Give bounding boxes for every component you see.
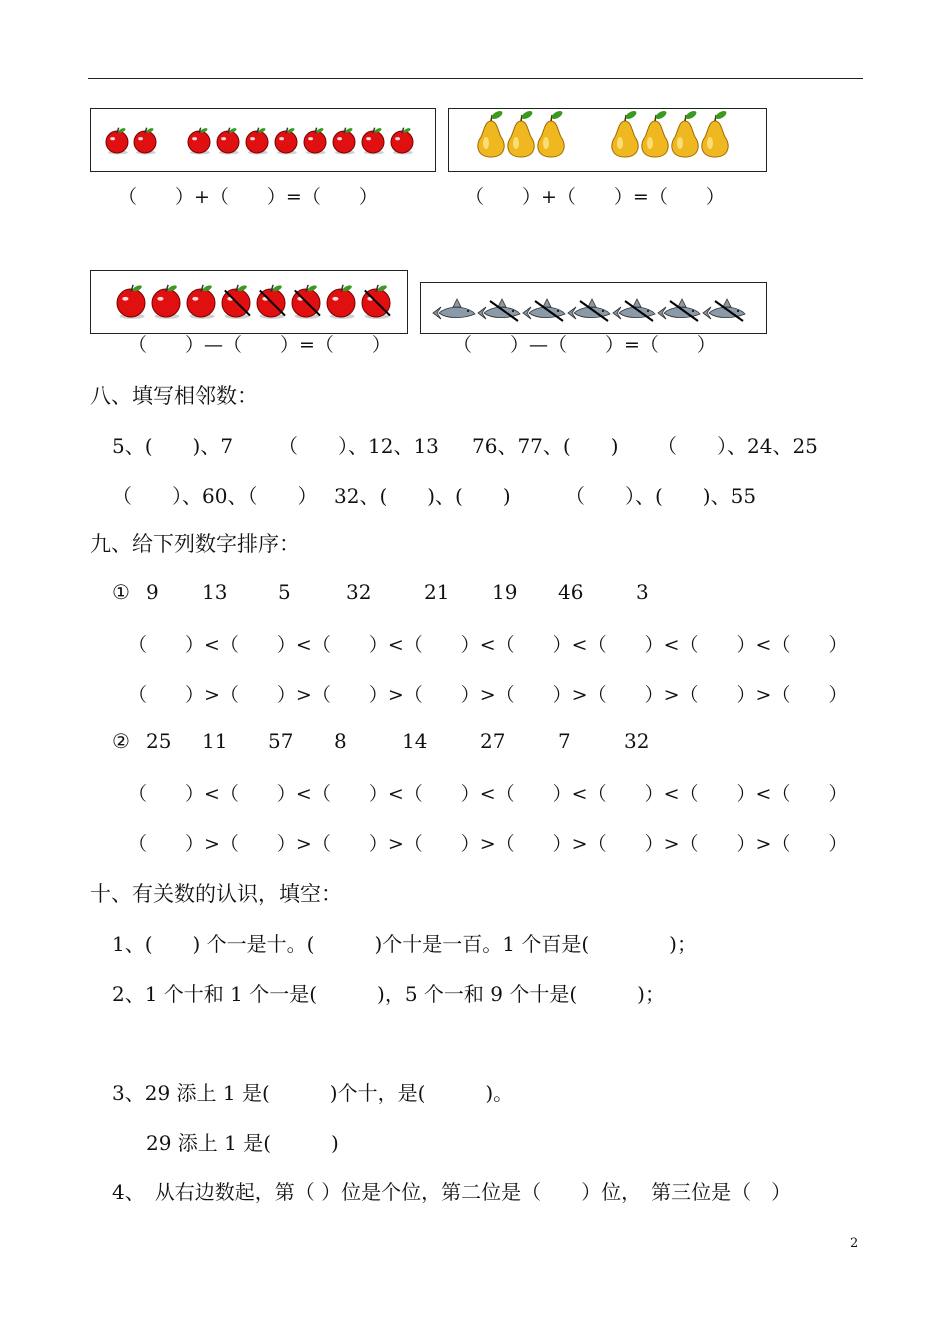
pear-icon bbox=[642, 109, 668, 157]
neighbor-item: 5、( )、7 bbox=[112, 434, 234, 458]
apple-icon bbox=[106, 127, 128, 154]
sort-number: 19 bbox=[492, 580, 518, 604]
ascending-row: （ ）<（ ）<（ ）<（ ）<（ ）<（ ）<（ ）<（ ） bbox=[128, 783, 848, 805]
neighbor-item: （ ）、( )、55 bbox=[565, 484, 757, 508]
question-marker: ② bbox=[112, 729, 130, 753]
crossed-shark-icon bbox=[478, 299, 520, 321]
fill-question-3: 3、29 添上 1 是( )个十，是( )。 bbox=[112, 1081, 514, 1105]
neighbor-item: （ ）、24、25 bbox=[657, 434, 818, 458]
crossed-shark-icon bbox=[568, 299, 610, 321]
sharks-subtraction-equation: （ ）—（ ）=（ ） bbox=[453, 334, 716, 356]
descending-row: （ ）>（ ）>（ ）>（ ）>（ ）>（ ）>（ ）>（ ） bbox=[128, 833, 848, 855]
crossed-shark-icon bbox=[523, 299, 565, 321]
crossed-apple-icon bbox=[222, 284, 250, 319]
shark-icon bbox=[433, 299, 475, 319]
apple-icon bbox=[362, 127, 384, 154]
apple-group bbox=[91, 109, 435, 171]
neighbor-item: （ ）、12、13 bbox=[278, 434, 439, 458]
sort-number: 3 bbox=[636, 580, 649, 604]
pear-group bbox=[449, 109, 766, 171]
crossed-apple-icon bbox=[292, 284, 320, 319]
crossed-apple-icon bbox=[362, 284, 390, 319]
sort-number: 46 bbox=[558, 580, 584, 604]
fill-question-4: 4、 从右边数起，第（ ）位是个位，第二位是（ ）位， 第三位是（ ） bbox=[112, 1180, 792, 1204]
pear-icon bbox=[538, 109, 564, 157]
sort-number: 9 bbox=[146, 580, 159, 604]
pears-addition-equation: （ ）+（ ）=（ ） bbox=[465, 186, 725, 208]
section-10-title: 十、有关数的认识，填空： bbox=[90, 882, 342, 906]
apple-icon bbox=[333, 127, 355, 154]
neighbor-item: （ ）、60、（ ） bbox=[112, 484, 318, 508]
crossed-shark-icon bbox=[703, 299, 745, 321]
sort-number: 27 bbox=[480, 729, 506, 753]
pear-icon bbox=[702, 109, 728, 157]
pear-icon bbox=[672, 109, 698, 157]
sort-number: 32 bbox=[624, 729, 650, 753]
apples-addition-box bbox=[90, 108, 436, 172]
shark-group bbox=[421, 283, 766, 333]
apple-icon bbox=[187, 284, 215, 319]
sort-number: 13 bbox=[202, 580, 228, 604]
sort-number: 14 bbox=[402, 729, 428, 753]
sharks-subtraction-box bbox=[420, 282, 767, 334]
apple-group-crossed bbox=[91, 271, 407, 333]
sort-number: 25 bbox=[146, 729, 172, 753]
sort-number: 57 bbox=[268, 729, 294, 753]
apple-icon bbox=[246, 127, 268, 154]
apples-addition-equation: （ ）+（ ）=（ ） bbox=[118, 186, 378, 208]
apple-icon bbox=[117, 284, 145, 319]
sort-number: 11 bbox=[202, 729, 228, 753]
pear-icon bbox=[478, 109, 504, 157]
header-rule bbox=[88, 78, 863, 79]
section-8-title: 八、填写相邻数： bbox=[90, 384, 258, 408]
sort-number: 5 bbox=[278, 580, 291, 604]
apple-icon bbox=[188, 127, 210, 154]
apple-icon bbox=[134, 127, 156, 154]
crossed-apple-icon bbox=[257, 284, 285, 319]
page-number: 2 bbox=[850, 1236, 859, 1251]
neighbor-item: 76、77、( ) bbox=[472, 434, 619, 458]
question-marker: ① bbox=[112, 580, 130, 604]
crossed-shark-icon bbox=[613, 299, 655, 321]
pear-icon bbox=[612, 109, 638, 157]
sort-number: 8 bbox=[334, 729, 347, 753]
pear-icon bbox=[508, 109, 534, 157]
sort-number: 7 bbox=[558, 729, 571, 753]
descending-row: （ ）>（ ）>（ ）>（ ）>（ ）>（ ）>（ ）>（ ） bbox=[128, 684, 848, 706]
apple-icon bbox=[391, 127, 413, 154]
crossed-shark-icon bbox=[658, 299, 700, 321]
sort-number: 32 bbox=[346, 580, 372, 604]
fill-question-3-part-b: 29 添上 1 是( ) bbox=[146, 1131, 339, 1155]
ascending-row: （ ）<（ ）<（ ）<（ ）<（ ）<（ ）<（ ）<（ ） bbox=[128, 634, 848, 656]
sort-number: 21 bbox=[424, 580, 450, 604]
fill-question-2: 2、1 个十和 1 个一是( )，5 个一和 9 个十是( )； bbox=[112, 982, 665, 1006]
neighbor-item: 32、( )、( ) bbox=[334, 484, 511, 508]
pears-addition-box bbox=[448, 108, 767, 172]
apple-icon bbox=[217, 127, 239, 154]
apple-icon bbox=[327, 284, 355, 319]
apple-icon bbox=[152, 284, 180, 319]
fill-question-1: 1、( ) 个一是十。( )个十是一百。1 个百是( )； bbox=[112, 932, 697, 956]
apples-subtraction-box bbox=[90, 270, 408, 334]
apples-subtraction-equation: （ ）—（ ）=（ ） bbox=[128, 334, 391, 356]
section-9-title: 九、给下列数字排序： bbox=[90, 532, 300, 556]
apple-icon bbox=[275, 127, 297, 154]
apple-icon bbox=[304, 127, 326, 154]
